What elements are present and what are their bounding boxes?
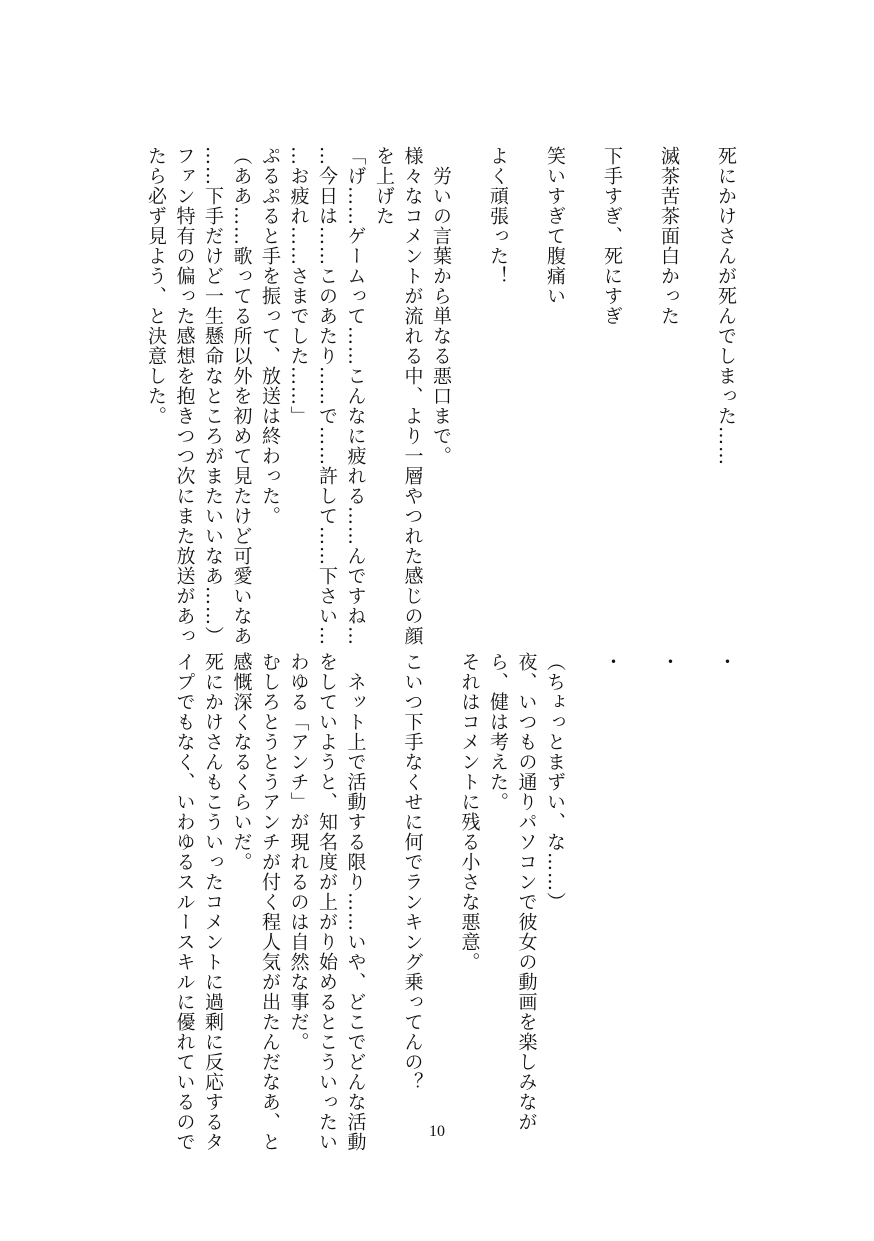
- lower-column: ・: [658, 652, 680, 672]
- upper-column: 滅茶苦茶面白かった: [658, 146, 680, 326]
- upper-column: を上げた: [373, 146, 395, 226]
- upper-column: よく頑張った！: [487, 146, 509, 286]
- lower-column: 夜、いつもの通りパソコンで彼女の動画を楽しみなが: [515, 652, 538, 1132]
- lower-column: わゆる「アンチ」が現れるのは自然な事だ。: [287, 652, 310, 1052]
- upper-column: （ああ……歌ってる所以外を初めて見たけど可愛いなあ: [230, 146, 253, 646]
- upper-column: ファン特有の偏った感想を抱きつつ次にまた放送があっ: [173, 146, 196, 646]
- upper-column: 下手すぎ、死にすぎ: [601, 146, 623, 326]
- page-number: 10: [429, 1123, 445, 1140]
- lower-column: ・: [715, 652, 737, 672]
- lower-column: をしていようと、知名度が上がり始めるとこういったい: [316, 652, 338, 1152]
- upper-column: 「げ……ゲームって……こんなに疲れる……んですね…: [344, 146, 367, 646]
- lower-column: むしろとうとうアンチが付く程人気が出たんだなあ、と: [259, 652, 281, 1152]
- lower-column: こいつ下手なくせに何でランキング乗ってんの？: [401, 652, 424, 1092]
- upper-column: …お疲れ……さまでした……」: [287, 146, 310, 426]
- upper-column: …今日は……このあたり……で……許して……下さい…: [316, 146, 338, 646]
- upper-column: たら必ず見よう、と決意した。: [145, 146, 167, 426]
- lower-column: 死にかけさんもこういったコメントに過剰に反応するタ: [202, 652, 224, 1152]
- upper-column: 死にかけさんが死んでしまった……: [715, 146, 737, 466]
- upper-column: ……下手だけど一生懸命なところがまたいいなあ……）: [202, 146, 224, 646]
- lower-column: それはコメントに残る小さな悪意。: [458, 652, 481, 972]
- upper-column: ぷるぷると手を振って、放送は終わった。: [259, 146, 281, 526]
- lower-column: ネット上で活動する限り……いや、どこでどんな活動: [344, 652, 367, 1152]
- lower-column: ら、健は考えた。: [487, 652, 509, 812]
- lower-column: 感慨深くなるくらいだ。: [230, 652, 253, 872]
- upper-column: 笑いすぎて腹痛い: [544, 146, 566, 306]
- upper-column: 労いの言葉から単なる悪口まで。: [430, 146, 452, 466]
- lower-column: ・: [601, 652, 623, 672]
- upper-column: 様々なコメントが流れる中、より一層やつれた感じの顔: [401, 146, 424, 646]
- lower-column: イプでもなく、いわゆるスルースキルに優れているので: [173, 652, 196, 1152]
- lower-column: （ちょっとまずい、な……）: [544, 652, 566, 912]
